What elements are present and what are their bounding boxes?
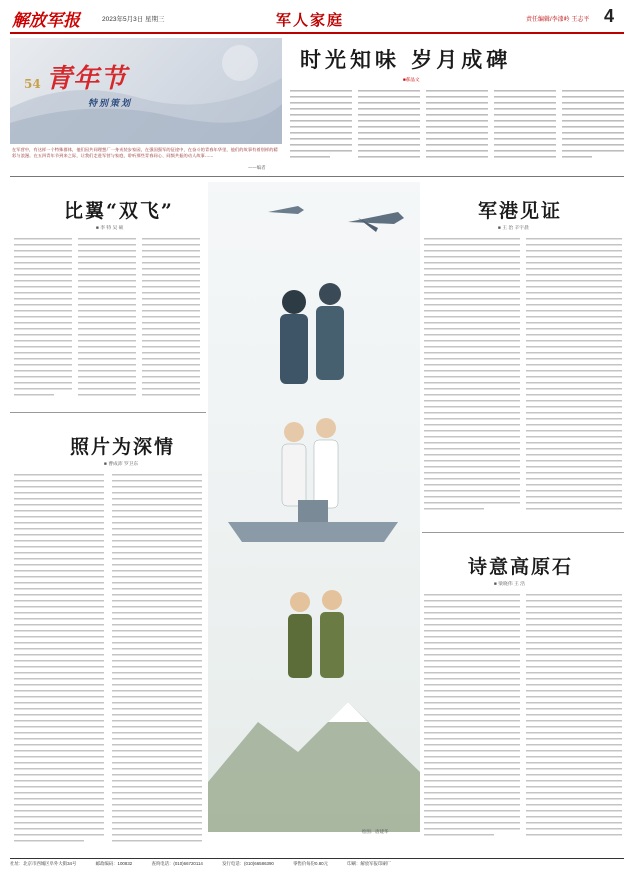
lead-byline: ■郝晶文: [403, 77, 420, 82]
article-1-text-lines: [14, 236, 204, 404]
article-3-body: [14, 472, 204, 852]
footer-postcode: 邮政编码：100832: [95, 861, 133, 866]
editor-note: ——编者: [248, 166, 266, 171]
svg-text:54: 54: [24, 77, 41, 91]
banner-intro: 在军营中，有这样一个特殊群体，他们因共同理想厂一身戎装步家园，在强国强军的征途中，在奋斗的青春年华里，他们的故事有着别样的精彩与浪漫。在五四青年节到来之际，让我们走进军营与家庭，聆听那些青春同心、同频共振的动人故事……: [12, 147, 278, 158]
footer-phone: 查询电话：(010)66720114: [151, 861, 203, 866]
article-3-text-lines: [14, 472, 204, 852]
article-4-body: [424, 592, 624, 852]
footer-printing: 印刷：解放军报印刷厂: [347, 861, 392, 866]
footer-address: 社址：北京市西城区阜外大街34号: [10, 861, 77, 866]
article-2-title: 军港见证: [478, 200, 563, 222]
article-4-title: 诗意高原石: [468, 556, 574, 578]
article-2-text-lines: [424, 236, 624, 526]
section-divider: [10, 176, 624, 177]
military-family-illustration: [208, 182, 420, 832]
article-1-byline: ■ 李 特 吴 硕: [96, 226, 124, 231]
banner-subtitle: 特别策划: [88, 99, 133, 109]
banner-title: 青年节: [46, 64, 128, 94]
article-4-text-lines: [424, 592, 624, 852]
illustration-credit: 绘图：唐建华: [362, 829, 389, 834]
page-number: 4: [604, 6, 615, 26]
article-3-top-rule: [10, 412, 206, 413]
lead-body: [290, 86, 624, 170]
editor-credit: 责任编辑/李漆岭 王志平: [526, 17, 590, 23]
newspaper-logo: 解放军报: [12, 11, 80, 31]
masthead: [10, 6, 624, 34]
section-title: 军人家庭: [276, 11, 345, 29]
article-1-body: [14, 236, 204, 404]
article-2-body: [424, 236, 624, 526]
article-2-byline: ■ 王 治 辛宇晨: [498, 226, 529, 231]
youth-day-banner: [10, 38, 282, 144]
date-line: 2023年5月3日 星期三: [102, 16, 165, 23]
article-4-top-rule: [422, 532, 624, 533]
article-3-byline: ■ 曹成沛 罗卫东: [104, 462, 139, 467]
lead-headline: 时光知味 岁月成碑: [300, 47, 512, 72]
central-illustration: [208, 182, 420, 832]
article-1-title: 比翼“双飞”: [64, 200, 174, 222]
article-4-byline: ■ 梁晓伟 王 浩: [494, 582, 525, 587]
article-3-title: 照片为深情: [70, 436, 176, 458]
lead-text-lines: [290, 86, 624, 170]
footer: [10, 858, 624, 867]
footer-price: 零售价每份0.80元: [293, 861, 328, 866]
footer-distribution: 发行电话：(010)66586390: [222, 861, 274, 866]
